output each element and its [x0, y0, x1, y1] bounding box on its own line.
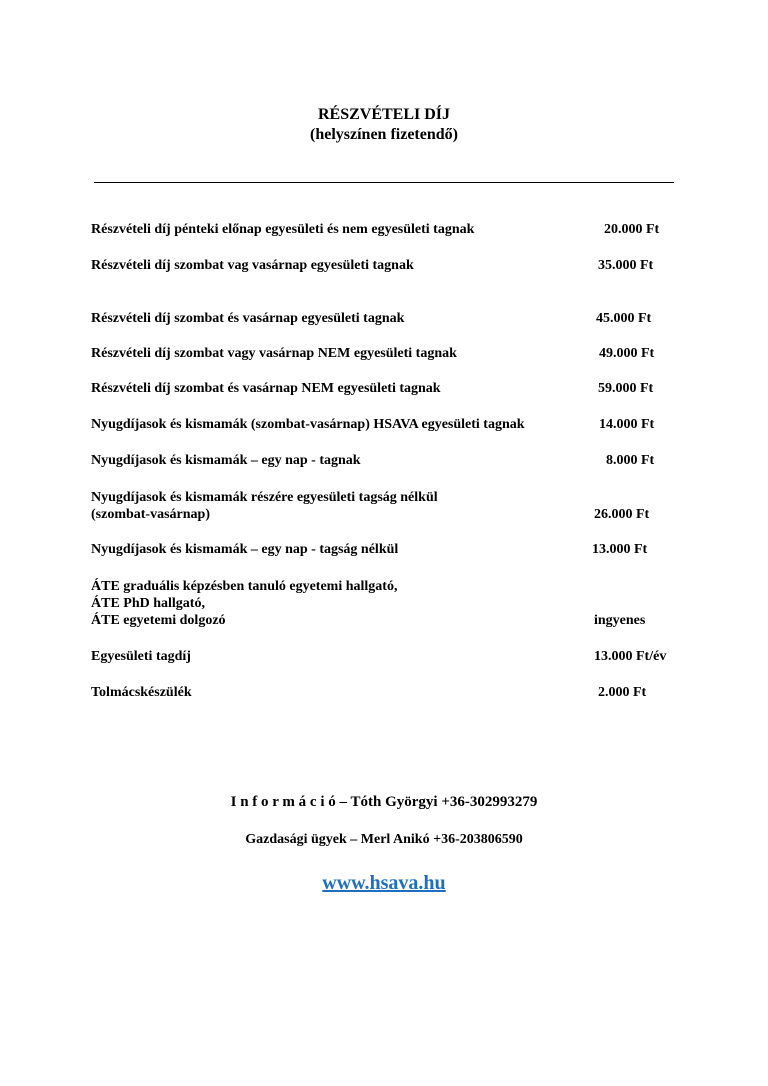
fee-label: Részvételi díj szombat vagy vasárnap NEM egyesületi tagnak [91, 346, 457, 361]
fee-label: Részvételi díj szombat és vasárnap NEM egyesületi tagnak [91, 381, 441, 396]
fee-label: Tolmácskészülék [91, 685, 192, 700]
fee-price: 8.000 Ft [606, 453, 655, 468]
fee-price: 14.000 Ft [599, 417, 655, 432]
divider-line [94, 182, 674, 183]
info-contact: I n f o r m á c i ó – Tóth Györgyi +36-302993279 [230, 794, 538, 810]
page-subtitle: (helyszínen fizetendő) [310, 126, 458, 143]
fee-label: Egyesületi tagdíj [91, 649, 191, 664]
website-row [0, 872, 768, 895]
fee-label: Nyugdíjasok és kismamák – egy nap - tagnak [91, 453, 361, 468]
fee-label: Részvételi díj szombat vag vasárnap egyesületi tagnak [91, 258, 414, 273]
economic-contact: Gazdasági ügyek – Merl Anikó +36-203806590 [245, 832, 523, 847]
page-title: RÉSZVÉTELI DÍJ [317, 106, 451, 123]
fee-price: 13.000 Ft [592, 542, 648, 557]
fee-price: 2.000 Ft [598, 685, 647, 700]
website-link[interactable]: www.hsava.hu [322, 872, 446, 894]
fee-label: Részvételi díj szombat és vasárnap egyesületi tagnak [91, 311, 405, 326]
fee-price: 59.000 Ft [598, 381, 654, 396]
fee-price: 49.000 Ft [599, 346, 655, 361]
fee-label: Nyugdíjasok és kismamák (szombat-vasárnap) HSAVA egyesületi tagnak [91, 417, 525, 432]
fee-price: 26.000 Ft [594, 507, 650, 522]
fee-label: Nyugdíjasok és kismamák – egy nap - tagság nélkül [91, 542, 399, 557]
fee-price: 20.000 Ft [604, 222, 660, 237]
fee-label: ÁTE graduális képzésben tanuló egyetemi hallgató, ÁTE PhD hallgató, ÁTE egyetemi dolgozó [91, 579, 398, 628]
fee-price: 13.000 Ft/év [594, 649, 667, 664]
fee-label: Részvételi díj pénteki előnap egyesületi és nem egyesületi tagnak [91, 222, 475, 237]
fee-price: 45.000 Ft [596, 311, 652, 326]
fee-price: ingyenes [594, 613, 646, 628]
fee-label: Nyugdíjasok és kismamák részére egyesületi tagság nélkül (szombat-vasárnap) [91, 490, 438, 522]
fee-price: 35.000 Ft [598, 258, 654, 273]
